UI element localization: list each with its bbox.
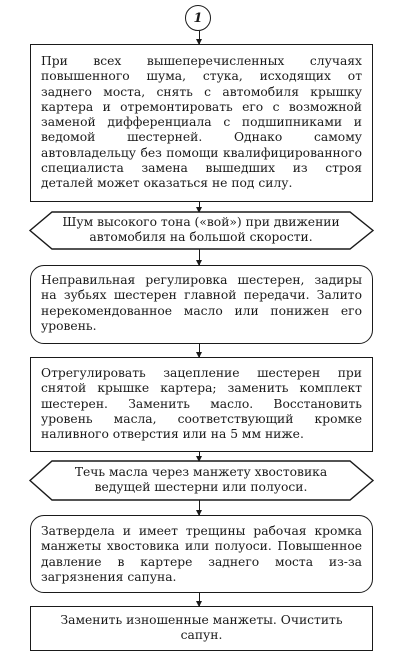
connector-arrow <box>199 452 200 461</box>
flow-step-cause-seals <box>30 515 373 593</box>
connector-arrow <box>199 249 200 265</box>
connector-arrow <box>199 593 200 606</box>
step-text: Шум высокого тона («вой») при движении автомобиля на большой скорости. <box>62 215 340 245</box>
flow-step-remedy-gears <box>30 357 373 452</box>
flow-step-cause-gears <box>30 265 373 344</box>
connector-arrow <box>199 500 200 515</box>
step-text: Заменить изношенные манжеты. Очистить сапун. <box>60 613 343 643</box>
step-text: Течь масла через манжету хвостовика ведущей шестерни или полуоси. <box>74 465 328 495</box>
flow-step-symptom-whine <box>52 215 350 246</box>
step-text: Неправильная регулировка шестерен, задиры на зубьях шестерен главной передачи. Залито нерекомендованное масло или понижен его уровень. <box>41 273 362 333</box>
flow-step-remedy-seals <box>30 606 373 651</box>
start-node-label: 1 <box>193 10 203 26</box>
step-text: При всех вышеперечисленных случаях повышенного шума, стука, исходящих от заднего моста, снять с автомобиля крышку картера и отремонтировать его с возможной заменой дифференциала с подшипниками и ведомой шестерней. Однако самому автовладельцу без помощи квалифицированного специалиста замена вышедших из строя деталей может оказаться не под силу. <box>41 54 362 191</box>
connector-arrow <box>199 344 200 357</box>
flow-step-symptom-oil-leak <box>60 465 342 496</box>
step-text: Отрегулировать зацепление шестерен при снятой крышке картера; заменить комплект шестерен. Заменить масло. Восстановить уровень масла, соответствующий кромке наливного отверстия или на 5 мм ниже. <box>41 366 362 442</box>
step-text: Затвердела и имеет трещины рабочая кромка манжеты хвостовика или полуоси. Повышенное давление в картере заднего моста из-за загрязнения сапуна. <box>41 524 362 584</box>
